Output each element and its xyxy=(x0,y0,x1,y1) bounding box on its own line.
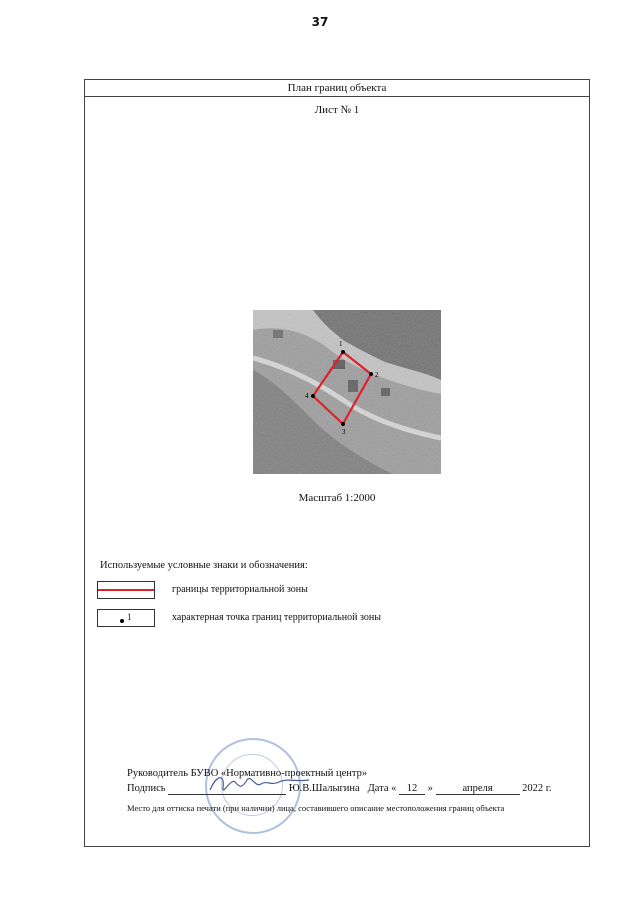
boundary-line-symbol xyxy=(98,589,154,591)
boundary-point-3 xyxy=(341,422,345,426)
legend-text: границы территориальной зоны xyxy=(172,584,308,595)
point-symbol-label: 1 xyxy=(127,612,132,622)
map-svg xyxy=(253,310,441,474)
sheet-label: Лист № 1 xyxy=(314,104,360,116)
signer-name: Ю.В.Шалыгина xyxy=(288,783,360,794)
stamp-note: Место для оттиска печати (при наличии) лица, составившего описание местоположения границ объекта xyxy=(127,803,505,813)
point-label-1: 1 xyxy=(339,340,343,348)
signature-label: Подпись xyxy=(127,783,166,794)
date-year: 2022 г. xyxy=(522,783,552,794)
boundary-point-2 xyxy=(369,372,373,376)
boundary-point-1 xyxy=(341,350,345,354)
footer-signature-line xyxy=(127,783,552,795)
point-dot-symbol xyxy=(120,619,124,623)
date-label: Дата « xyxy=(367,783,397,794)
legend-symbol-box xyxy=(97,609,155,627)
document-title: План границ объекта xyxy=(85,80,589,97)
boundary-point-4 xyxy=(311,394,315,398)
page-number: 37 xyxy=(311,15,329,29)
point-label-3: 3 xyxy=(342,428,346,436)
aerial-map xyxy=(253,310,441,474)
footer-head-line: Руководитель БУВО «Нормативно-проектный центр» xyxy=(127,768,368,779)
date-month: апреля xyxy=(436,783,520,795)
legend-text: характерная точка границ территориальной зоны xyxy=(172,612,381,623)
date-mid: » xyxy=(427,783,433,794)
scale-label: Масштаб 1:2000 xyxy=(298,492,376,504)
map-texture xyxy=(253,310,441,474)
legend-symbol-box xyxy=(97,581,155,599)
legend-title: Используемые условные знаки и обозначения: xyxy=(100,560,308,571)
legend-item-boundary xyxy=(97,581,567,599)
point-label-2: 2 xyxy=(375,371,379,379)
document-frame xyxy=(84,79,590,847)
signature-fill-line xyxy=(168,783,286,795)
legend-item-point xyxy=(97,609,567,627)
point-label-4: 4 xyxy=(305,392,309,400)
date-day: 12 xyxy=(399,783,425,795)
